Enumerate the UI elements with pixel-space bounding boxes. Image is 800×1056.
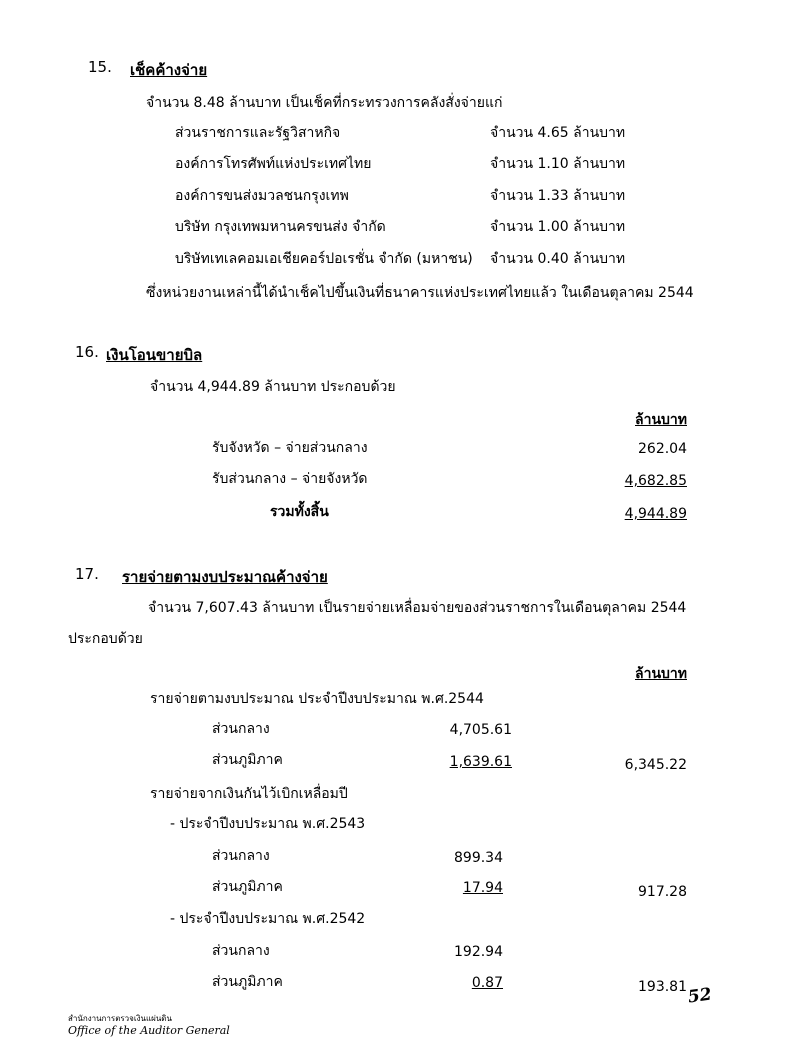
s16-row-label: รับจังหวัด – จ่ายส่วนกลาง [212,440,368,456]
s17-g1-total: 6,345.22 [624,757,687,773]
s16-total-label: รวมทั้งสิ้น [270,504,329,520]
section-17-intro: จำนวน 7,607.43 ล้านบาท เป็นรายจ่ายเหลื่อมจ่ายของส่วนราชการในเดือนตุลาคม 2544 [148,600,687,616]
s17-sub1-label: - ประจำปีงบประมาณ พ.ศ.2543 [170,816,366,832]
section-16-intro: จำนวน 4,944.89 ล้านบาท ประกอบด้วย [150,379,396,395]
s15-item-name: องค์การขนส่งมวลชนกรุงเทพ [175,188,349,204]
s17-g1-central-value: 4,705.61 [449,722,512,738]
section-17-unit-header: ล้านบาท [635,666,687,682]
s17-group2-label: รายจ่ายจากเงินกันไว้เบิกเหลื่อมปี [150,786,348,802]
section-15-closing: ซึ่งหน่วยงานเหล่านี้ได้นำเช็คไปขึ้นเงินที่ธนาคารแห่งประเทศไทยแล้ว ในเดือนตุลาคม 2544 [146,285,694,301]
page-mark: 52 [686,984,713,1008]
section-16-title: เงินโอนขายบิล [106,346,203,364]
s16-row-value: 262.04 [638,441,687,457]
s17-s1-region-value: 17.94 [462,880,503,896]
s17-s2-total: 193.81 [638,979,687,995]
s15-item-name: บริษัทเทเลคอมเอเชียคอร์ปอเรชั่น จำกัด (มหาชน) [175,251,473,267]
s15-item-name: องค์การโทรศัพท์แห่งประเทศไทย [175,156,372,172]
section-17-number: 17. [75,565,99,583]
footer-english: Office of the Auditor General [68,1024,230,1037]
s15-item-name: ส่วนราชการและรัฐวิสาหกิจ [175,125,341,141]
s15-item-name: บริษัท กรุงเทพมหานครขนส่ง จำกัด [175,219,386,235]
s16-total-value: 4,944.89 [624,506,687,522]
s16-row-label: รับส่วนกลาง – จ่ายจังหวัด [212,471,368,487]
section-16-number: 16. [75,343,99,361]
s17-s2-region: ส่วนภูมิภาค [212,974,283,990]
s17-s2-central-value: 192.94 [454,944,503,960]
s15-item-amount: จำนวน 1.10 ล้านบาท [490,156,626,172]
s17-sub2-label: - ประจำปีงบประมาณ พ.ศ.2542 [170,911,366,927]
s17-s2-central: ส่วนกลาง [212,943,270,959]
section-17-intro-cont: ประกอบด้วย [68,631,143,647]
s17-g1-region: ส่วนภูมิภาค [212,752,283,768]
s17-s1-central: ส่วนกลาง [212,848,270,864]
s15-item-amount: จำนวน 1.33 ล้านบาท [490,188,626,204]
section-17-title: รายจ่ายตามงบประมาณค้างจ่าย [122,568,328,586]
s15-item-amount: จำนวน 1.00 ล้านบาท [490,219,626,235]
s17-s2-region-value: 0.87 [471,975,503,991]
s17-s1-central-value: 899.34 [454,850,503,866]
footer-thai: สำนักงานการตรวจเงินแผ่นดิน [68,1014,172,1023]
s15-item-amount: จำนวน 0.40 ล้านบาท [490,251,626,267]
s17-group1-label: รายจ่ายตามงบประมาณ ประจำปีงบประมาณ พ.ศ.2544 [150,691,484,707]
section-15-title: เช็คค้างจ่าย [130,61,208,79]
section-15-intro: จำนวน 8.48 ล้านบาท เป็นเช็คที่กระทรวงการคลังสั่งจ่ายแก่ [146,95,503,111]
s17-s1-region: ส่วนภูมิภาค [212,879,283,895]
s17-g1-central: ส่วนกลาง [212,721,270,737]
section-15-number: 15. [88,58,112,76]
section-16-unit-header: ล้านบาท [635,412,687,428]
s17-g1-region-value: 1,639.61 [449,754,512,770]
s17-s1-total: 917.28 [638,884,687,900]
s15-item-amount: จำนวน 4.65 ล้านบาท [490,125,626,141]
s16-row-value: 4,682.85 [624,473,687,489]
